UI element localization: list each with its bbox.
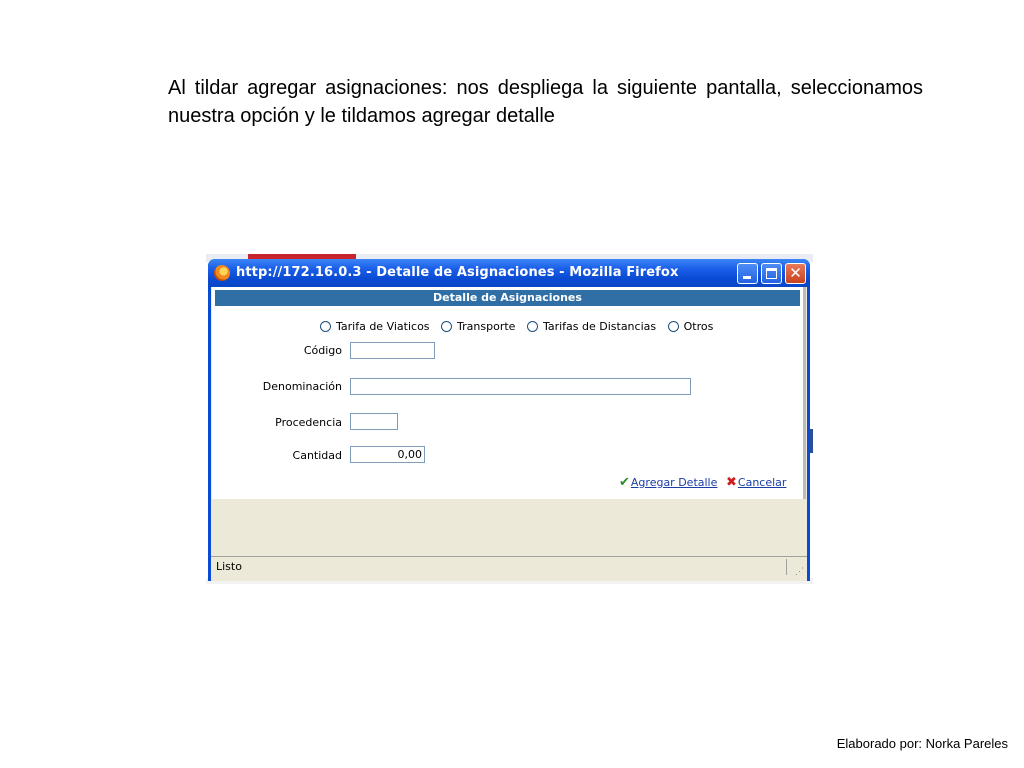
radio-tarifas-distancias[interactable] <box>527 320 656 333</box>
add-detail-link[interactable] <box>619 475 717 490</box>
status-text: Listo <box>216 560 242 573</box>
maximize-button[interactable] <box>761 263 782 284</box>
window-content <box>211 287 807 581</box>
cantidad-input[interactable]: 0,00 <box>350 446 425 463</box>
codigo-input[interactable] <box>350 342 435 359</box>
radio-label: Tarifa de Viaticos <box>336 320 430 333</box>
radio-button[interactable] <box>527 321 538 332</box>
cantidad-label: Cantidad <box>292 449 342 462</box>
close-icon: ✕ <box>789 264 802 282</box>
screenshot <box>206 254 813 584</box>
radio-button[interactable] <box>441 321 452 332</box>
window-title: http://172.16.0.3 - Detalle de Asignaciones - Mozilla Firefox <box>236 265 679 280</box>
radio-label: Otros <box>683 320 714 333</box>
close-button[interactable] <box>785 263 806 284</box>
cancel-label: Cancelar <box>737 476 787 489</box>
form-header: Detalle de Asignaciones <box>215 290 800 306</box>
radio-tarifa-viaticos[interactable] <box>320 320 430 333</box>
minimize-button[interactable] <box>737 263 758 284</box>
x-icon: ✖ <box>726 475 737 490</box>
page-area <box>212 287 806 499</box>
procedencia-input[interactable] <box>350 413 398 430</box>
denominacion-label: Denominación <box>262 380 342 393</box>
radio-transporte[interactable] <box>441 320 515 333</box>
check-icon: ✔ <box>619 475 630 490</box>
maximize-icon <box>766 268 777 279</box>
procedencia-label: Procedencia <box>275 416 342 429</box>
minimize-icon <box>743 276 751 279</box>
footer-credit: Elaborado por: Norka Pareles <box>836 736 1008 751</box>
asignacion-type-radios <box>320 320 721 335</box>
status-bar <box>211 556 807 578</box>
add-detail-label: Agregar Detalle <box>630 476 718 489</box>
resize-grip-icon[interactable]: ⋰ <box>795 566 804 576</box>
intro-text: Al tildar agregar asignaciones: nos despliega la siguiente pantalla, seleccionamos nuestra opción y le tildamos agregar detalle <box>168 77 923 127</box>
cancel-link[interactable] <box>726 475 786 490</box>
firefox-window <box>208 259 810 581</box>
radio-label: Transporte <box>457 320 516 333</box>
radio-button[interactable] <box>320 321 331 332</box>
radio-label: Tarifas de Distancias <box>542 320 657 333</box>
denominacion-input[interactable] <box>350 378 691 395</box>
firefox-icon <box>214 265 230 281</box>
codigo-label: Código <box>303 344 342 357</box>
radio-otros[interactable] <box>668 320 714 333</box>
status-separator <box>786 559 787 575</box>
radio-button[interactable] <box>668 321 679 332</box>
title-bar[interactable] <box>208 259 810 287</box>
